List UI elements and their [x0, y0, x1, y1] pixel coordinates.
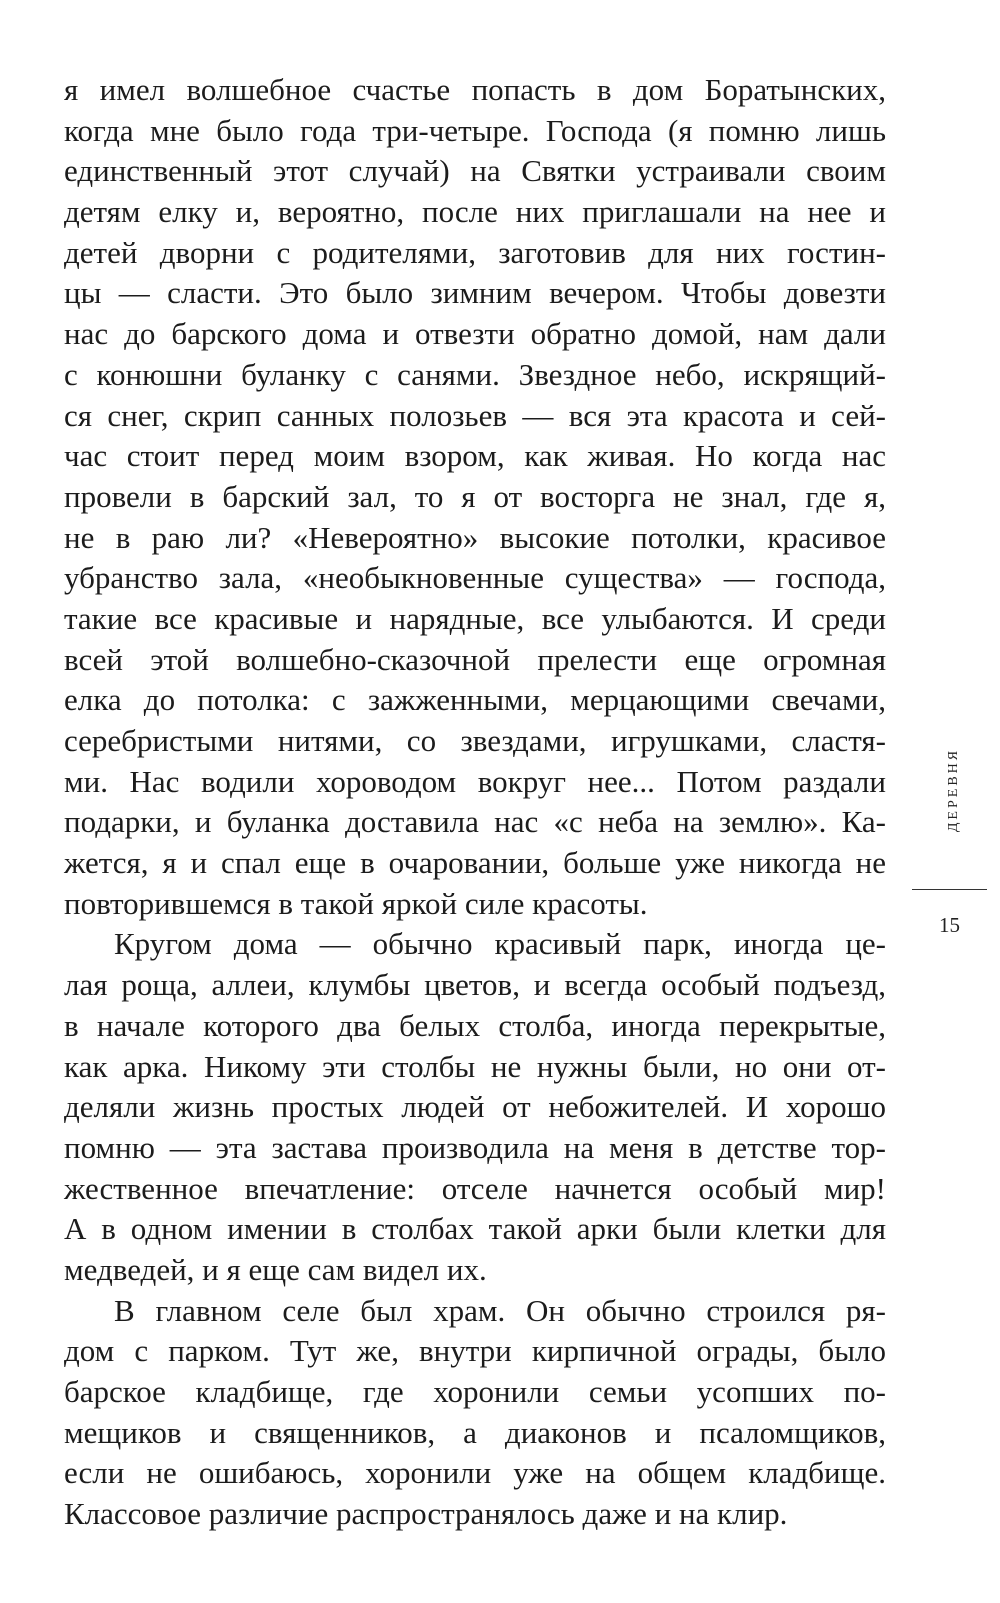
- text-line: ми. Нас водили хороводом вокруг нее... Потом раздали: [64, 763, 886, 799]
- running-title-container: [938, 720, 970, 860]
- text-line: В главном селе был храм. Он обычно строился ря-: [114, 1292, 886, 1328]
- text-line: час стоит перед моим взором, как живая. Но когда нас: [64, 438, 886, 474]
- text-line: детям елку и, вероятно, после них приглашали на нее и: [64, 194, 886, 230]
- text-line: цы — сласти. Это было зимним вечером. Чтобы довезти: [64, 275, 886, 311]
- text-line: убранство зала, «необыкновенные существа» — господа,: [64, 560, 886, 596]
- text-line: всей этой волшебно-сказочной прелести еще огромная: [64, 641, 886, 677]
- text-line: единственный этот случай) на Святки устраивали своим: [64, 153, 886, 189]
- page-number: 15: [939, 913, 960, 937]
- text-line: жественное впечатление: отселе начнется особый мир!: [64, 1170, 886, 1206]
- text-line: Классовое различие распространялось даже и на клир.: [64, 1496, 788, 1532]
- text-line: повторившемся в такой яркой силе красоты.: [64, 885, 648, 921]
- text-line: не в раю ли? «Невероятно» высокие потолки, красивое: [64, 519, 886, 555]
- text-line: елка до потолка: с зажженными, мерцающими свечами,: [64, 682, 886, 718]
- paragraph: [64, 1291, 886, 1535]
- folio-rule: [912, 889, 987, 890]
- text-line: дом с парком. Тут же, внутри кирпичной ограды, было: [64, 1333, 886, 1369]
- text-line: если не ошибаюсь, хоронили уже на общем кладбище.: [64, 1455, 886, 1491]
- text-line: когда мне было года три-четыре. Господа (я помню лишь: [64, 112, 886, 148]
- text-line: нас до барского дома и отвезти обратно домой, нам дали: [64, 316, 886, 352]
- text-line: как арка. Никому эти столбы не нужны были, но они от-: [64, 1048, 886, 1084]
- text-line: деляли жизнь простых людей от небожителей. И хорошо: [64, 1089, 886, 1125]
- text-line: с конюшни буланку с санями. Звездное небо, искрящий-: [64, 356, 886, 392]
- text-line: помню — эта застава производила на меня в детстве тор-: [64, 1129, 886, 1165]
- text-line: медведей, и я еще сам видел их.: [64, 1251, 487, 1287]
- body-text: [64, 70, 886, 1535]
- text-line: в начале которого два белых столба, иногда перекрытые,: [64, 1007, 886, 1043]
- text-line: провели в барский зал, то я от восторга не знал, где я,: [64, 478, 886, 514]
- text-line: мещиков и священников, а диаконов и псаломщиков,: [64, 1414, 886, 1450]
- paragraph: [64, 70, 886, 924]
- text-line: Кругом дома — обычно красивый парк, иногда це-: [114, 926, 886, 962]
- running-title: ДЕРЕВНЯ: [946, 747, 961, 833]
- text-line: ся снег, скрип санных полозьев — вся эта красота и сей-: [64, 397, 886, 433]
- text-line: жется, я и спал еще в очаровании, больше уже никогда не: [64, 845, 886, 881]
- text-line: подарки, и буланка доставила нас «с неба на землю». Ка-: [64, 804, 886, 840]
- text-line: детей дворни с родителями, заготовив для них гостин-: [64, 234, 886, 270]
- text-line: А в одном имении в столбах такой арки были клетки для: [64, 1211, 886, 1247]
- text-line: я имел волшебное счастье попасть в дом Боратынских,: [64, 72, 886, 107]
- text-line: такие все красивые и нарядные, все улыбаются. И среди: [64, 600, 886, 636]
- text-line: серебристыми нитями, со звездами, игрушками, сластя-: [64, 723, 886, 758]
- text-line: барское кладбище, где хоронили семьи усопших по-: [64, 1374, 886, 1409]
- text-line: лая роща, аллеи, клумбы цветов, и всегда особый подъезд,: [64, 967, 886, 1003]
- paragraph: [64, 924, 886, 1290]
